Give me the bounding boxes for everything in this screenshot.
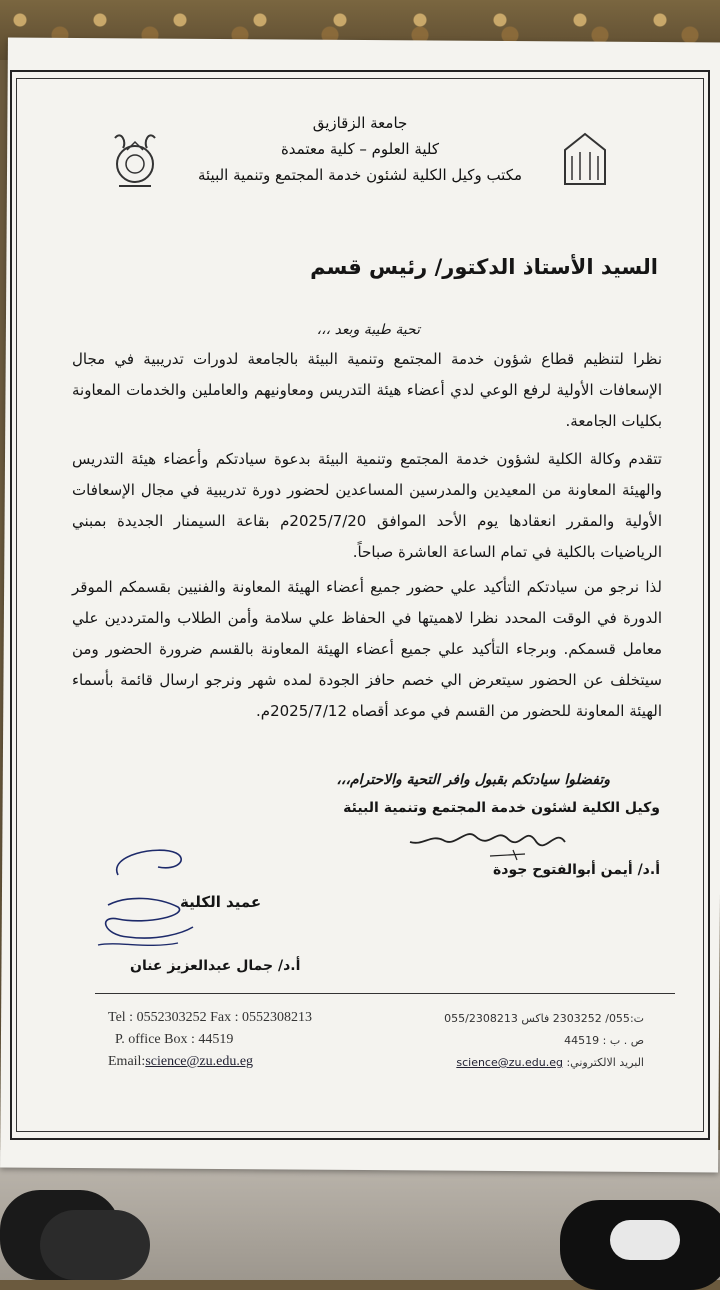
footer-ar-tel-fax: ت:055/ 2303252 فاكس 055/2308213 [444, 1012, 644, 1025]
footer-ar-email-link[interactable]: science@zu.edu.eg [456, 1056, 563, 1069]
letterhead [180, 110, 540, 188]
footer-en-email [108, 1054, 253, 1070]
footer-en-pobox: P. office Box : 44519 [115, 1032, 234, 1047]
paragraph-3: لذا نرجو من سيادتكم التأكيد علي حضور جميع أعضاء الهيئة المعاونة والفنيين بقسمكم الموقر الدورة في الوقت المحدد نظرا لاهميتها في الحفاظ علي سلامة وأمن الطلاب والمترددين علي معامل قسمكم. وبرجاء التأكيد علي جميع أعضاء الهيئة المعاونة بالقسم ضرورة الحضور ومن سيتخلف عن الحضور سيتعرض الي خصم حافز الجودة لمده شهر ونرجو ارسال قائمة بأسماء الهيئة المعاونة للحضور من القسم في موعد أقصاه 2025/7/12م. [72, 578, 662, 720]
signatory-title: وكيل الكلية لشئون خدمة المجتمع وتنمية البيئة [343, 800, 660, 816]
office-name: مكتب وكيل الكلية لشئون خدمة المجتمع وتنمية البيئة [197, 166, 523, 184]
dean-name: أ.د/ جمال عبدالعزيز عنان [130, 958, 301, 974]
faculty-name: كلية العلوم – كلية معتمدة [280, 140, 440, 158]
footer-en-tel-fax: Tel : 0552303252 Fax : 0552308213 [108, 1010, 312, 1025]
footer-ar-email-label: البريد الالكتروني: [566, 1056, 644, 1069]
university-logo-icon [560, 130, 610, 188]
footer-en-email-link[interactable]: science@zu.edu.eg [145, 1054, 254, 1069]
signatory-name: أ.د/ أيمن أبوالفتوح جودة [493, 862, 660, 878]
footer-divider [95, 993, 675, 994]
faculty-logo-icon [105, 128, 165, 190]
footer-ar-email [456, 1056, 644, 1069]
greeting: تحية طيبة وبعد ،،، [316, 322, 420, 338]
university-name: جامعة الزقازيق [312, 114, 408, 132]
signature-vice-dean [395, 822, 575, 864]
closing-line: وتفضلوا سيادتكم بقبول وافر التحية والاحترام،،، [336, 772, 610, 788]
footer-ar-pobox: ص . ب : 44519 [564, 1034, 644, 1047]
paragraph-2: تتقدم وكالة الكلية لشؤون خدمة المجتمع وتنمية البيئة بدعوة سيادتكم وأعضاء هيئة التدريس والهيئة المعاونة من المعيدين والمدرسين المساعدين لحضور دورة تدريبية في مجال الإسعافات الأولية والمقرر انعقادها يوم الأحد الموافق 2025/7/20م بقاعة السيمنار الجديدة بمبني الرياضيات بالكلية في تمام الساعة العاشرة صباحاً. [72, 450, 662, 561]
dean-title: عميد الكلية [180, 893, 262, 911]
paragraph-1: نظرا لتنظيم قطاع شؤون خدمة المجتمع وتنمية البيئة بالجامعة لدورات تدريبية في مجال الإسعافات الأولية لرفع الوعي لدي أعضاء هيئة التدريس ومعاونيهم والعاملين والخدمات المعاونة بكليات الجامعة. [72, 350, 662, 430]
footer-en-email-label: Email: [108, 1054, 146, 1069]
addressee: السيد الأستاذ الدكتور/ رئيس قسم [310, 255, 658, 279]
